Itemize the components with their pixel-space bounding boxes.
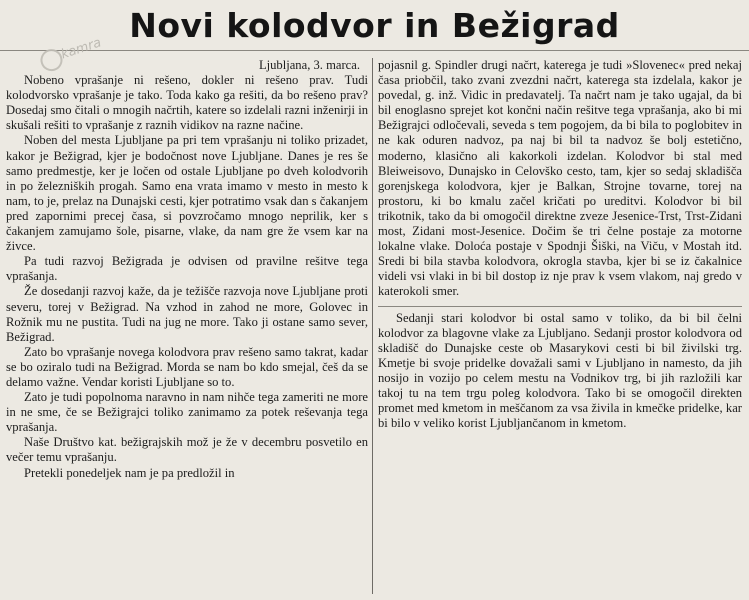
watermark-text: kamra (59, 35, 104, 63)
paragraph: Sedanji stari kolodvor bi ostal samo v toliko, da bi bil čelni kolodvor za blagovne vlake za Ljubljano. Sedanji prostor kolodvora od skladišč do Dunajske ceste ob Masarykovi cesti bi bil živilski trg. Kmetje bi svoje pridelke dovažali sami v Ljubljano in namesto, da jih nosijo in vozijo po celem mestu na Vodnikov trg, bi jih razložili kar takoj tu na tem trgu poleg kolodvora. Tako bi se omogočil direkten promet med kmetom in meščanom za vsa živila in kmečke pridelke, kar bi bilo v veliko korist Ljubljančanom in kmetom. (378, 310, 742, 431)
paragraph: pojasnil g. Spindler drugi načrt, katerega je tudi »Slovenec« pred nekaj časa priobčil, tako zvani zvezdni načrt, katerega sta izdelala, kakor je povedal, g. inž. Vidic in predavatelj. Ta načrt nam je tako ugajal, da bi bil enoglasno sprejet kot končni način rešitve tega vprašanja, ako bi mi Bežigrajci odločevali, seveda s tem pogojem, da bi bila to poglobitev in ne kak oduren nadvoz, pa naj bi bil ta nadvoz še bolj estetično, moderno, klasično ali kakorkoli izdelan. Kolodvor bi stal med Bleiweisovo, Dunajsko in Celovško cesto, tam, kjer so sedaj skladišča gorenjskega kolodvora, kjer je Balkan, Strojne tovarne, torej na prostoru, ki bo kmalu začel kričati po ureditvi. Kolodvor bi bil trikotnik, tako da bi omogočil direktne zveze Jesenice-Trst, Trst-Zidani most, Zidani most-Jesenice. Dočim še tri čelne postaje za motorne lokalne vlake. Doloća postaje v Spodnji Šiški, na Viču, v Mostah itd. Sredi bi bila stavba kolodvora, okrogla stavba, kjer bi se iz čakalnice videli vsi vlaki in bi bil dostop iz nje prav k vsem vlakom, naj gredo v katerokoli smer. (378, 58, 742, 299)
column-divider (372, 58, 373, 594)
paragraph: Zato je tudi popolnoma naravno in nam nihče tega zameriti ne more in ne sme, če se Bežigrajci toliko zanimamo za potek reševanja tega vprašanja. (6, 390, 368, 435)
paragraph: Že dosedanji razvoj kaže, da je težišče razvoja nove Ljubljane proti severu, torej v Bežigrad. Na vzhod in zahod ne more, Golovec in Rožnik mu ne pustita. Tudi na jug ne more. Tako ji ostane samo sever, Bežigrad. (6, 284, 368, 344)
column-right (378, 58, 742, 594)
column-left (6, 58, 368, 594)
dateline: Ljubljana, 3. marca. (258, 58, 360, 72)
section-rule (378, 306, 742, 307)
headline: Novi kolodvor in Bežigrad (129, 6, 620, 45)
paragraph: Noben del mesta Ljubljane pa pri tem vprašanju ni toliko prizadet, kakor je Bežigrad, kjer je bodočnost nove Ljubljane. Danes je res še samo predmestje, ker je ločen od ostale Ljubljane po dveh kolodvorih in po železniških progah. Samo ena vrata imamo v mesto in mesto k nam, to je, prelaz na Dunajski cesti, kjer potratimo vsak dan s čakanjem pred zapornimi precej časa, si povzročamo mnogo neprilik, ker s čakanjem zamujamo šole, pisarne, vlake, da nam gre že vsem kar na živce. (6, 133, 368, 254)
paragraph: Nobeno vprašanje ni rešeno, dokler ni rešeno prav. Tudi kolodvorsko vprašanje je tako. Toda kako ga rešiti, da bo rešeno prav? Dosedaj smo čitali o mnogih načrtih, katere so izdelali razni inženirji in skušali rešiti to vprašanje z raznih vidikov na razne načine. (6, 73, 368, 133)
paragraph: Zato bo vprašanje novega kolodvora prav rešeno samo takrat, kadar se bo oziralo tudi na Bežigrad. Morda se nam bo kdo smejal, češ da se delamo važne. Vendar koristi Ljubljane so to. (6, 344, 368, 389)
paragraph: Pretekli ponedeljek nam je pa predložil in (24, 465, 235, 480)
paragraph: Pa tudi razvoj Bežigrada je odvisen od pravilne rešitve tega vprašanja. (6, 254, 368, 284)
paragraph: Naše Društvo kat. bežigrajskih mož je že v decembru posvetilo en večer temu vprašanju. (6, 435, 368, 465)
